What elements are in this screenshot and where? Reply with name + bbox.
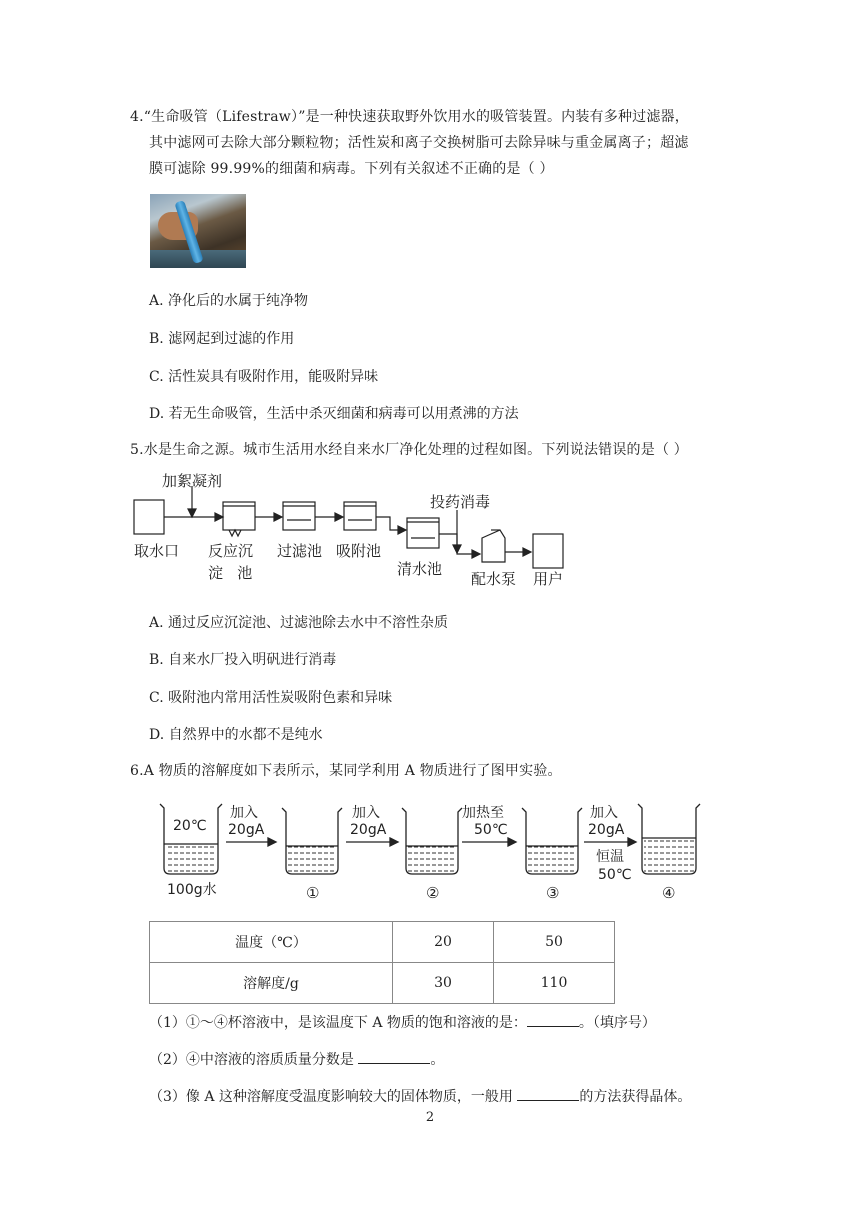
label-user: 用户 — [533, 570, 564, 588]
arrow-3-top: 加热至 — [462, 805, 504, 821]
arrow-4-temp: 50℃ — [598, 867, 632, 883]
q4-line3: 膜可滤除 99.99%的细菌和病毒。下列有关叙述不正确的是（ ） — [149, 161, 554, 177]
table-row — [150, 963, 615, 1004]
q5-option-b: B. 自来水厂投入明矾进行消毒 — [149, 652, 337, 668]
beaker-2-label: ② — [426, 884, 440, 902]
user-box — [533, 534, 563, 568]
label-reaction-b: 淀 池 — [208, 564, 253, 582]
beaker-0-temp: 20℃ — [173, 818, 207, 834]
q6-sub3 — [149, 1084, 691, 1107]
answer-blank-1[interactable] — [527, 1010, 579, 1027]
label-filter: 过滤池 — [277, 542, 323, 560]
solubility-table — [149, 921, 615, 1004]
lifestraw-photo — [150, 194, 246, 268]
q4-option-c: C. 活性炭具有吸附作用，能吸附异味 — [149, 369, 379, 385]
arrow-1-top: 加入 — [230, 805, 258, 821]
label-intake: 取水口 — [134, 542, 180, 560]
label-reaction-a: 反应沉 — [208, 542, 254, 560]
q6-sub2 — [149, 1047, 444, 1070]
q6-sub2-suffix: 。 — [430, 1052, 445, 1068]
q4-line1: 4.“生命吸管（Lifestraw）”是一种快速获取野外饮用水的吸管装置。内装有多种过滤器， — [130, 109, 689, 125]
label-adsorb: 吸附池 — [336, 542, 382, 560]
q6-stem: 6.A 物质的溶解度如下表所示，某同学利用 A 物质进行了图甲实验。 — [130, 763, 562, 779]
arrow-4-note: 恒温 — [596, 849, 624, 865]
table-row — [150, 922, 615, 963]
beaker-4-label: ④ — [662, 884, 676, 902]
label-coagulant: 加絮凝剂 — [162, 472, 223, 490]
table-cell: 温度（℃） — [150, 922, 393, 963]
q4-option-b: B. 滤网起到过滤的作用 — [149, 331, 295, 347]
q5-stem: 5.水是生命之源。城市生活用水经自来水厂净化处理的过程如图。下列说法错误的是（ ） — [130, 442, 689, 458]
answer-blank-3[interactable] — [517, 1084, 579, 1101]
q5-option-d: D. 自然界中的水都不是纯水 — [149, 727, 323, 743]
q6-sub2-text: （2）④中溶液的溶质质量分数是 — [149, 1052, 359, 1068]
q4-option-d: D. 若无生命吸管，生活中杀灭细菌和病毒可以用煮沸的方法 — [149, 406, 519, 422]
q4-option-a: A. 净化后的水属于纯净物 — [149, 293, 309, 309]
table-cell: 110 — [494, 963, 615, 1004]
beaker-0-label: 100g水 — [167, 882, 217, 898]
arrow-4-top: 加入 — [590, 805, 618, 821]
answer-blank-2[interactable] — [358, 1047, 430, 1064]
label-disinfect: 投药消毒 — [430, 493, 491, 511]
page-number: 2 — [425, 1110, 435, 1125]
q6-sub1-suffix: 。（填序号） — [578, 1015, 656, 1031]
beaker-1-label: ① — [306, 884, 320, 902]
q6-sub3-text: （3）像 A 这种溶解度受温度影响较大的固体物质，一般用 — [149, 1089, 518, 1105]
q4-line2: 其中滤网可去除大部分颗粒物；活性炭和离子交换树脂可去除异味与重金属离子；超滤 — [149, 135, 689, 151]
pump-shape — [482, 530, 505, 562]
q6-sub3-suffix: 的方法获得晶体。 — [579, 1089, 692, 1105]
q5-option-c: C. 吸附池内常用活性炭吸附色素和异味 — [149, 690, 393, 706]
table-cell: 30 — [393, 963, 494, 1004]
table-cell: 50 — [494, 922, 615, 963]
beaker-3-label: ③ — [546, 884, 560, 902]
arrow-2-top: 加入 — [352, 805, 380, 821]
table-cell: 溶解度/g — [150, 963, 393, 1004]
table-cell: 20 — [393, 922, 494, 963]
q5-option-a: A. 通过反应沉淀池、过滤池除去水中不溶性杂质 — [149, 615, 449, 631]
q6-sub1 — [149, 1010, 656, 1033]
arrow-3-bottom: 50℃ — [474, 822, 508, 838]
arrow-4-bottom: 20gA — [588, 822, 625, 838]
arrow-2-bottom: 20gA — [350, 822, 387, 838]
label-clear: 清水池 — [397, 560, 443, 578]
intake-box — [134, 500, 164, 534]
q6-sub1-text: （1）①～④杯溶液中，是该温度下 A 物质的饱和溶液的是： — [149, 1015, 527, 1031]
arrow-1-bottom: 20gA — [228, 822, 265, 838]
label-pump: 配水泵 — [471, 570, 517, 588]
